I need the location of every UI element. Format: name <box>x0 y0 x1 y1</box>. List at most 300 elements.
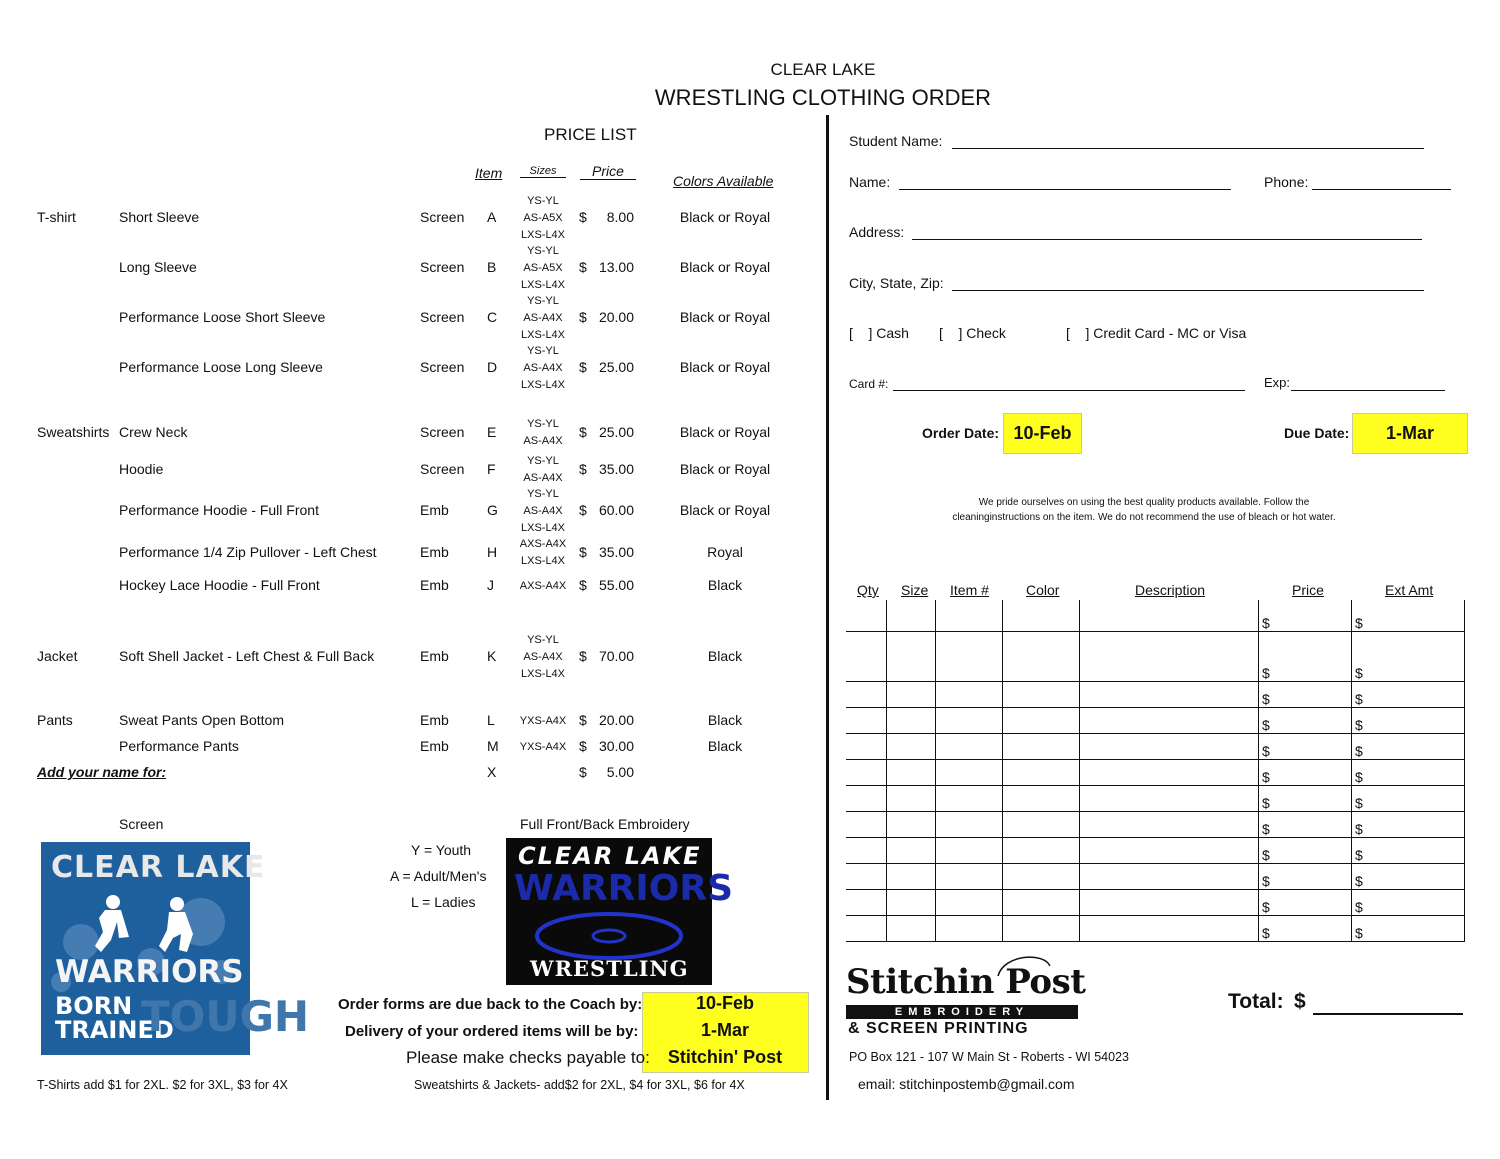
header-price: Price <box>1292 582 1324 598</box>
currency-symbol: $ <box>1355 795 1363 811</box>
order-cell[interactable] <box>846 632 887 682</box>
order-cell[interactable] <box>1352 682 1465 708</box>
row-price: 8.00 <box>606 209 634 225</box>
row-dollar: $ <box>579 738 587 754</box>
header-description: Description <box>1135 582 1206 598</box>
order-table <box>846 600 1465 942</box>
order-cell[interactable] <box>1080 916 1259 942</box>
currency-symbol: $ <box>1262 691 1270 707</box>
currency-symbol: $ <box>1262 795 1270 811</box>
order-cell[interactable] <box>1259 864 1352 890</box>
order-cell[interactable] <box>936 916 1003 942</box>
order-cell[interactable] <box>1259 600 1352 632</box>
col-header-price: Price <box>580 163 636 180</box>
size-range: AS-A4X <box>523 361 563 374</box>
row-category: Jacket <box>37 648 78 664</box>
size-range: AS-A5X <box>523 261 563 274</box>
legend-ladies: L = Ladies <box>411 894 476 910</box>
currency-symbol: $ <box>1262 665 1270 681</box>
row-name: Crew Neck <box>119 424 188 440</box>
size-range: LXS-L4X <box>520 521 566 534</box>
row-name: Performance Loose Short Sleeve <box>119 309 326 325</box>
order-date-value: 10-Feb <box>1003 413 1082 454</box>
order-cell[interactable] <box>1003 838 1080 864</box>
row-price: 13.00 <box>598 259 634 275</box>
order-cell[interactable] <box>1003 632 1080 682</box>
due-date-label: Due Date: <box>1284 425 1350 441</box>
order-cell[interactable] <box>1259 632 1352 682</box>
name-label: Name: <box>849 174 891 190</box>
size-range: YS-YL <box>527 418 559 430</box>
size-range: LXS-L4X <box>520 328 566 341</box>
order-cell[interactable] <box>936 734 1003 760</box>
row-sizes <box>513 193 573 244</box>
row-item: A <box>487 209 497 225</box>
size-range: YS-YL <box>527 244 559 257</box>
due-back-label: Order forms are due back to the Coach by: <box>338 996 643 1013</box>
row-sizes <box>513 713 573 730</box>
row-colors: Black <box>707 648 743 664</box>
name-field[interactable] <box>899 189 1231 190</box>
order-cell[interactable] <box>936 708 1003 734</box>
row-method: Screen <box>420 259 465 275</box>
row-dollar: $ <box>579 209 587 225</box>
order-cell[interactable] <box>1003 708 1080 734</box>
row-dollar: $ <box>579 259 587 275</box>
order-row <box>846 916 1465 942</box>
currency-symbol: $ <box>1355 847 1363 863</box>
name-addon-price: 5.00 <box>606 764 634 780</box>
order-cell[interactable] <box>1080 734 1259 760</box>
screen-logo-trained: TRAINED <box>55 1016 174 1044</box>
order-cell[interactable] <box>1080 812 1259 838</box>
col-header-item: Item <box>475 165 503 181</box>
order-cell[interactable] <box>1080 786 1259 812</box>
row-colors: Black or Royal <box>679 209 771 225</box>
bracket-close: ] <box>958 325 963 341</box>
order-cell[interactable] <box>846 812 887 838</box>
currency-symbol: $ <box>1355 691 1363 707</box>
order-cell[interactable] <box>887 916 936 942</box>
payable-label: Please make checks payable to: <box>406 1048 650 1067</box>
check-checkbox[interactable] <box>939 325 1006 341</box>
row-sizes <box>513 293 573 344</box>
size-range: AXS-A4X <box>519 579 567 592</box>
order-cell[interactable] <box>1080 600 1259 632</box>
size-range: YS-YL <box>527 455 559 467</box>
currency-symbol: $ <box>1355 769 1363 785</box>
row-method: Emb <box>420 502 449 518</box>
order-cell[interactable] <box>846 890 887 916</box>
order-cell[interactable] <box>887 838 936 864</box>
order-cell[interactable] <box>1003 864 1080 890</box>
row-price: 60.00 <box>598 502 634 518</box>
delivery-value: 1-Mar <box>700 1020 749 1040</box>
row-item: B <box>487 259 497 275</box>
order-cell[interactable] <box>887 812 936 838</box>
row-method: Emb <box>420 577 449 593</box>
order-row <box>846 812 1465 838</box>
order-cell[interactable] <box>936 838 1003 864</box>
size-range: AS-A5X <box>523 211 563 224</box>
row-item: E <box>487 424 497 440</box>
header-line1: CLEAR LAKE <box>770 60 876 79</box>
header-size: Size <box>901 582 929 598</box>
emb-logo-top: CLEAR LAKE <box>518 842 702 870</box>
order-cell[interactable] <box>1352 916 1465 942</box>
order-cell[interactable] <box>887 786 936 812</box>
order-cell[interactable] <box>846 734 887 760</box>
order-cell[interactable] <box>1259 890 1352 916</box>
row-method: Screen <box>420 359 465 375</box>
order-cell[interactable] <box>846 916 887 942</box>
order-date-label: Order Date: <box>922 425 1000 441</box>
order-cell[interactable] <box>846 600 887 632</box>
order-cell[interactable] <box>846 708 887 734</box>
currency-symbol: $ <box>1262 873 1270 889</box>
row-price: 35.00 <box>598 544 634 560</box>
currency-symbol: $ <box>1355 899 1363 915</box>
due-date-value: 1-Mar <box>1352 413 1468 454</box>
order-cell[interactable] <box>1080 864 1259 890</box>
row-dollar: $ <box>579 648 587 664</box>
currency-symbol: $ <box>1262 743 1270 759</box>
size-range: LXS-L4X <box>520 378 566 391</box>
bracket-close: ] <box>868 325 873 341</box>
order-cell[interactable] <box>846 760 887 786</box>
row-colors: Black <box>707 712 743 728</box>
row-dollar: $ <box>579 461 587 477</box>
order-row <box>846 890 1465 916</box>
order-cell[interactable] <box>1259 838 1352 864</box>
order-cell[interactable] <box>1259 916 1352 942</box>
row-price: 25.00 <box>598 359 634 375</box>
row-price: 70.00 <box>598 648 634 664</box>
cash-label: Cash <box>876 325 909 341</box>
row-method: Screen <box>420 309 465 325</box>
row-item: L <box>487 712 495 728</box>
student-name-field[interactable] <box>952 148 1424 149</box>
due-back-value: 10-Feb <box>695 993 755 1013</box>
row-colors: Black or Royal <box>679 424 771 440</box>
bracket-open: [ <box>939 325 943 341</box>
row-colors: Black <box>707 577 743 593</box>
order-cell[interactable] <box>936 682 1003 708</box>
row-method: Screen <box>420 461 465 477</box>
size-range: LXS-L4X <box>520 667 566 680</box>
row-colors: Black or Royal <box>679 309 771 325</box>
row-sizes <box>513 578 573 595</box>
card-number-label: Card #: <box>849 377 889 391</box>
check-label: Check <box>966 325 1006 341</box>
city-field[interactable] <box>952 290 1424 291</box>
address-label: Address: <box>849 224 905 240</box>
row-colors: Black or Royal <box>679 502 771 518</box>
row-name: Performance Loose Long Sleeve <box>119 359 323 375</box>
size-range: YS-YL <box>527 194 559 207</box>
row-price: 20.00 <box>598 712 634 728</box>
size-range: AS-A4X <box>523 435 563 447</box>
phone-field[interactable] <box>1312 189 1451 190</box>
page-title: WRESTLING CLOTHING ORDER <box>654 85 992 110</box>
order-row <box>846 786 1465 812</box>
order-cell[interactable] <box>1080 760 1259 786</box>
row-dollar: $ <box>579 359 587 375</box>
order-cell[interactable] <box>846 838 887 864</box>
vendor-logo-name: Stitchin Post <box>846 962 1086 1002</box>
row-name: Long Sleeve <box>119 259 197 275</box>
vendor-logo-line2: EMBROIDERY <box>846 1005 1078 1019</box>
name-addon-item: X <box>487 764 497 780</box>
sweatshirt-upcharge-note: Sweatshirts & Jackets- add$2 for 2XL, $4 for 3XL, $6 for 4X <box>414 1078 745 1092</box>
order-row <box>846 734 1465 760</box>
row-sizes <box>513 486 573 537</box>
order-cell[interactable] <box>1003 760 1080 786</box>
row-item: C <box>487 309 498 325</box>
embroidery-logo-image <box>506 838 734 985</box>
size-range: AS-A4X <box>523 311 563 324</box>
screen-logo-mid: WARRIORS <box>55 954 244 990</box>
screen-logo-top: CLEAR LAKE <box>51 850 266 885</box>
currency-symbol: $ <box>1355 615 1363 631</box>
row-colors: Black or Royal <box>679 359 771 375</box>
row-dollar: $ <box>579 577 587 593</box>
screen-logo-tough: TOUGH <box>141 992 310 1041</box>
currency-symbol: $ <box>1355 925 1363 941</box>
currency-symbol: $ <box>1355 665 1363 681</box>
delivery-label: Delivery of your ordered items will be by: <box>345 1023 639 1040</box>
order-row <box>846 682 1465 708</box>
order-cell[interactable] <box>1352 812 1465 838</box>
order-cell[interactable] <box>887 864 936 890</box>
order-cell[interactable] <box>936 632 1003 682</box>
size-range: LXS-L4X <box>520 228 566 241</box>
order-cell[interactable] <box>936 864 1003 890</box>
row-price: 30.00 <box>598 738 634 754</box>
size-range: AS-A4X <box>523 472 563 484</box>
row-colors: Black or Royal <box>679 461 771 477</box>
order-cell[interactable] <box>1003 600 1080 632</box>
order-cell[interactable] <box>1352 632 1465 682</box>
emb-logo-mid: WARRIORS <box>514 868 734 909</box>
order-cell[interactable] <box>1259 734 1352 760</box>
stitchin-post-logo <box>846 950 1086 1040</box>
col-header-sizes: Sizes <box>520 165 566 178</box>
vendor-address: PO Box 121 - 107 W Main St - Roberts - WI 54023 <box>849 1050 1129 1064</box>
size-range: YS-YL <box>527 487 559 500</box>
order-row <box>846 760 1465 786</box>
size-range: YXS-A4X <box>519 714 567 727</box>
city-label: City, State, Zip: <box>849 275 944 291</box>
currency-symbol: $ <box>1355 873 1363 889</box>
order-cell[interactable] <box>1003 682 1080 708</box>
order-cell[interactable] <box>1259 812 1352 838</box>
currency-symbol: $ <box>1262 615 1270 631</box>
order-cell[interactable] <box>1352 760 1465 786</box>
order-cell[interactable] <box>1352 708 1465 734</box>
size-range: AS-A4X <box>523 650 563 663</box>
order-cell[interactable] <box>1003 890 1080 916</box>
row-name: Performance Pants <box>119 738 239 754</box>
address-field[interactable] <box>912 239 1422 240</box>
order-cell[interactable] <box>887 734 936 760</box>
order-cell[interactable] <box>1259 708 1352 734</box>
screen-logo-born: BORN <box>55 992 133 1020</box>
row-item: F <box>487 461 496 477</box>
currency-symbol: $ <box>1262 899 1270 915</box>
row-dollar: $ <box>579 502 587 518</box>
exp-field[interactable] <box>1291 390 1445 391</box>
order-cell[interactable] <box>1080 632 1259 682</box>
size-range: AXS-A4X <box>519 538 567 550</box>
order-cell[interactable] <box>887 632 936 682</box>
row-sizes <box>513 453 573 487</box>
size-range: YS-YL <box>527 633 559 646</box>
row-dollar: $ <box>579 544 587 560</box>
row-method: Emb <box>420 738 449 754</box>
total-field[interactable] <box>1313 1013 1463 1015</box>
order-cell[interactable] <box>936 760 1003 786</box>
order-cell[interactable] <box>1352 864 1465 890</box>
order-cell[interactable] <box>887 682 936 708</box>
order-row <box>846 600 1465 632</box>
bracket-close: ] <box>1085 325 1090 341</box>
size-range: AS-A4X <box>523 504 563 517</box>
tshirt-upcharge-note: T-Shirts add $1 for 2XL. $2 for 3XL, $3 for 4X <box>37 1078 288 1092</box>
order-cell[interactable] <box>1259 786 1352 812</box>
emb-logo-bottom: WRESTLING <box>530 956 689 981</box>
order-cell[interactable] <box>1352 838 1465 864</box>
vendor-logo-line3: & SCREEN PRINTING <box>848 1020 1029 1037</box>
order-row <box>846 708 1465 734</box>
order-cell[interactable] <box>887 890 936 916</box>
currency-symbol: $ <box>1355 717 1363 733</box>
order-cell[interactable] <box>1003 786 1080 812</box>
order-cell[interactable] <box>1080 708 1259 734</box>
name-addon-dollar: $ <box>579 764 587 780</box>
size-range: LXS-L4X <box>520 555 566 567</box>
row-method: Emb <box>420 712 449 728</box>
row-category: T-shirt <box>37 209 76 225</box>
row-dollar: $ <box>579 712 587 728</box>
care-note-2: cleaninginstructions on the item. We do not recommend the use of bleach or hot water. <box>952 512 1336 523</box>
header-item: Item # <box>950 582 989 598</box>
col-header-colors: Colors Available <box>673 173 774 189</box>
order-cell[interactable] <box>1259 682 1352 708</box>
row-price: 55.00 <box>598 577 634 593</box>
row-colors: Black or Royal <box>679 259 771 275</box>
row-sizes <box>513 343 573 394</box>
row-item: M <box>487 738 499 754</box>
size-range: YXS-A4X <box>519 740 567 753</box>
order-cell[interactable] <box>846 786 887 812</box>
row-item: G <box>487 502 498 518</box>
row-name: Performance Hoodie - Full Front <box>119 502 319 518</box>
row-sizes <box>513 243 573 294</box>
order-cell[interactable] <box>1003 812 1080 838</box>
cash-checkbox[interactable] <box>849 325 909 341</box>
bracket-open: [ <box>1066 325 1070 341</box>
order-row <box>846 838 1465 864</box>
header-qty: Qty <box>857 582 879 598</box>
order-cell[interactable] <box>1352 786 1465 812</box>
currency-symbol: $ <box>1355 743 1363 759</box>
bracket-open: [ <box>849 325 853 341</box>
order-cell[interactable] <box>936 890 1003 916</box>
currency-symbol: $ <box>1262 925 1270 941</box>
row-category: Pants <box>37 712 73 728</box>
order-cell[interactable] <box>846 682 887 708</box>
order-row <box>846 632 1465 682</box>
order-cell[interactable] <box>846 864 887 890</box>
size-range: YS-YL <box>527 344 559 357</box>
order-cell[interactable] <box>887 600 936 632</box>
header-ext-amt: Ext Amt <box>1385 582 1434 598</box>
order-cell[interactable] <box>1352 600 1465 632</box>
row-price: 20.00 <box>598 309 634 325</box>
student-name-label: Student Name: <box>849 133 943 149</box>
order-cell[interactable] <box>1003 734 1080 760</box>
row-price: 25.00 <box>598 424 634 440</box>
order-cell[interactable] <box>1259 760 1352 786</box>
order-cell[interactable] <box>936 812 1003 838</box>
size-range: YS-YL <box>527 294 559 307</box>
name-addon-label: Add your name for: <box>37 764 167 780</box>
order-cell[interactable] <box>1352 890 1465 916</box>
care-note-1: We pride ourselves on using the best quality products available. Follow the <box>978 497 1310 508</box>
legend-adult: A = Adult/Men's <box>390 868 487 884</box>
row-sizes <box>513 536 573 570</box>
order-cell[interactable] <box>887 708 936 734</box>
row-category: Sweatshirts <box>37 424 110 440</box>
row-name: Sweat Pants Open Bottom <box>119 712 284 728</box>
row-colors: Black <box>707 738 743 754</box>
row-name: Soft Shell Jacket - Left Chest & Full Back <box>119 648 375 664</box>
row-name: Performance 1/4 Zip Pullover - Left Chest <box>119 544 377 560</box>
order-cell[interactable] <box>887 760 936 786</box>
divider <box>826 115 829 1100</box>
row-price: 35.00 <box>598 461 634 477</box>
order-cell[interactable] <box>1080 682 1259 708</box>
phone-label: Phone: <box>1264 174 1309 190</box>
order-cell[interactable] <box>1080 838 1259 864</box>
needle-thread-icon <box>994 950 1054 980</box>
row-name: Short Sleeve <box>119 209 200 225</box>
order-cell[interactable] <box>1080 890 1259 916</box>
currency-symbol: $ <box>1262 821 1270 837</box>
total-currency: $ <box>1294 990 1306 1013</box>
row-method: Screen <box>420 424 465 440</box>
order-cell[interactable] <box>1352 734 1465 760</box>
row-item: J <box>487 577 494 593</box>
payable-value: Stitchin' Post <box>667 1047 783 1067</box>
card-number-field[interactable] <box>893 390 1245 391</box>
row-name: Hockey Lace Hoodie - Full Front <box>119 577 320 593</box>
order-cell[interactable] <box>936 600 1003 632</box>
screen-label: Screen <box>119 816 164 832</box>
exp-label: Exp: <box>1264 375 1291 390</box>
screen-logo-image <box>41 842 310 1055</box>
row-method: Screen <box>420 209 465 225</box>
size-range: LXS-L4X <box>520 278 566 291</box>
legend-youth: Y = Youth <box>411 842 472 858</box>
currency-symbol: $ <box>1262 769 1270 785</box>
price-list-title: PRICE LIST <box>544 125 637 144</box>
order-cell[interactable] <box>936 786 1003 812</box>
credit-card-checkbox[interactable] <box>1066 325 1246 341</box>
order-cell[interactable] <box>1003 916 1080 942</box>
row-sizes <box>513 632 573 683</box>
